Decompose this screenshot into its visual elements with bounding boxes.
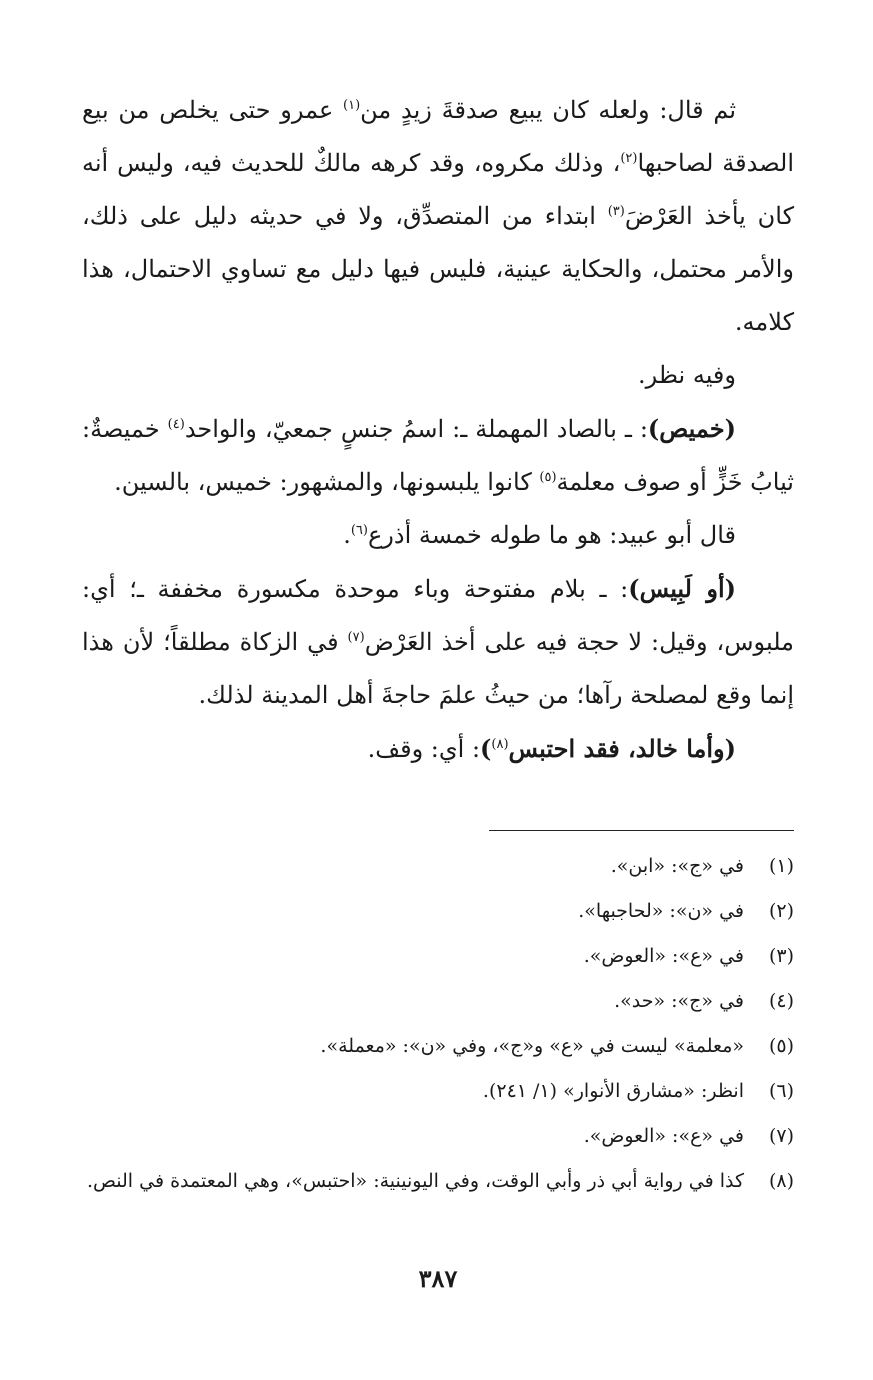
footnote-ref-7: (٧)	[347, 630, 365, 645]
footnote-7	[82, 1114, 794, 1159]
entry-term: (أو لَبِيس)	[628, 574, 736, 603]
footnote-ref-3: (٣)	[607, 204, 625, 219]
text-span: : ـ بلام مفتوحة وباء موحدة مكسورة مخففة ـ؛ أي: ملبوس، وقيل: لا حجة فيه على أخذ العَرْض	[82, 575, 794, 656]
footnote-8	[82, 1159, 794, 1204]
footnote-ref-2: (٢)	[620, 151, 638, 166]
page-number: ٣٨٧	[418, 1264, 458, 1293]
footnotes	[82, 844, 794, 1204]
footnote-number: (٤)	[768, 990, 794, 1012]
text-span: ثم قال: ولعله كان يبيع صدقةَ زيدٍ من	[360, 96, 737, 124]
footnote-4	[82, 979, 794, 1024]
main-text	[82, 84, 794, 776]
footnote-number: (٦)	[768, 1080, 794, 1102]
text-span: .	[343, 521, 351, 549]
text-span: خميصةٌ: ثيابُ خَزٍّ أو صوف معلمة	[82, 415, 794, 496]
footnote-text: في «ج»: «ابن».	[610, 855, 744, 877]
footnote-2	[82, 889, 794, 934]
footnote-separator	[489, 830, 794, 831]
footnote-text: كذا في رواية أبي ذر وأبي الوقت، وفي اليونينية: «احتبس»، وهي المعتمدة في النص.	[86, 1170, 744, 1192]
footnote-1	[82, 844, 794, 889]
footnote-ref-4: (٤)	[167, 417, 185, 432]
paragraph-2: وفيه نظر.	[637, 361, 736, 389]
footnote-text: انظر: «مشارق الأنوار» (١/ ٢٤١).	[482, 1080, 744, 1102]
paragraph-5	[82, 562, 794, 722]
footnote-text: في «ج»: «حد».	[614, 990, 744, 1012]
text-span: ابتداء من المتصدِّق، ولا في حديثه دليل على ذلك، والأمر محتمل، والحكاية عينية، فليس فيها دليل مع تساوي الاحتمال، هذا كلامه.	[82, 202, 794, 336]
entry-term-end: )	[480, 734, 492, 763]
book-page	[82, 84, 794, 1344]
footnote-text: في «ن»: «لحاجبها».	[578, 900, 744, 922]
footnote-ref-6: (٦)	[350, 523, 368, 538]
paragraph-4	[82, 509, 794, 562]
footnote-6	[82, 1069, 794, 1114]
footnote-text: في «ع»: «العوض».	[583, 1125, 744, 1147]
footnote-ref-1: (١)	[343, 98, 361, 113]
footnote-number: (٧)	[768, 1125, 794, 1147]
footnote-number: (٣)	[768, 945, 794, 967]
paragraph-3	[82, 402, 794, 509]
text-span: : ـ بالصاد المهملة ـ: اسمُ جنسٍ جمعيّ، والواحد	[184, 415, 648, 443]
footnote-3	[82, 934, 794, 979]
text-span: عمرو حتى يخلص من بيع الصدقة لصاحبها	[82, 96, 795, 177]
entry-term: (خميص)	[647, 414, 736, 443]
paragraph-1	[82, 84, 794, 349]
entry-term: (وأما خالد، فقد احتبس	[508, 734, 736, 763]
footnote-number: (١)	[768, 855, 794, 877]
text-span: ، وذلك مكروه، وقد كرهه مالكٌ للحديث فيه، وليس أنه كان يأخذ العَرْضَ	[82, 149, 794, 230]
footnote-ref-5: (٥)	[539, 470, 557, 485]
text-span: كانوا يلبسونها، والمشهور: خميس، بالسين.	[114, 468, 540, 496]
text-span: قال أبو عبيد: هو ما طوله خمسة أذرع	[367, 521, 736, 549]
paragraph-6	[82, 722, 794, 776]
footnote-text: «معلمة» ليست في «ع» و«ج»، وفي «ن»: «معملة».	[320, 1035, 744, 1057]
footnote-text: في «ع»: «العوض».	[583, 945, 744, 967]
text-span: : أي: وقف.	[367, 735, 481, 763]
footnote-number: (٥)	[768, 1035, 794, 1057]
footnote-5	[82, 1024, 794, 1069]
footnote-number: (٢)	[768, 900, 794, 922]
text-span: في الزكاة مطلقاً؛ لأن هذا إنما وقع لمصلحة رآها؛ من حيثُ علمَ حاجةَ أهل المدينة لذلك.	[82, 628, 794, 709]
footnote-number: (٨)	[768, 1170, 794, 1192]
footnote-ref-8: (٨)	[491, 737, 509, 752]
